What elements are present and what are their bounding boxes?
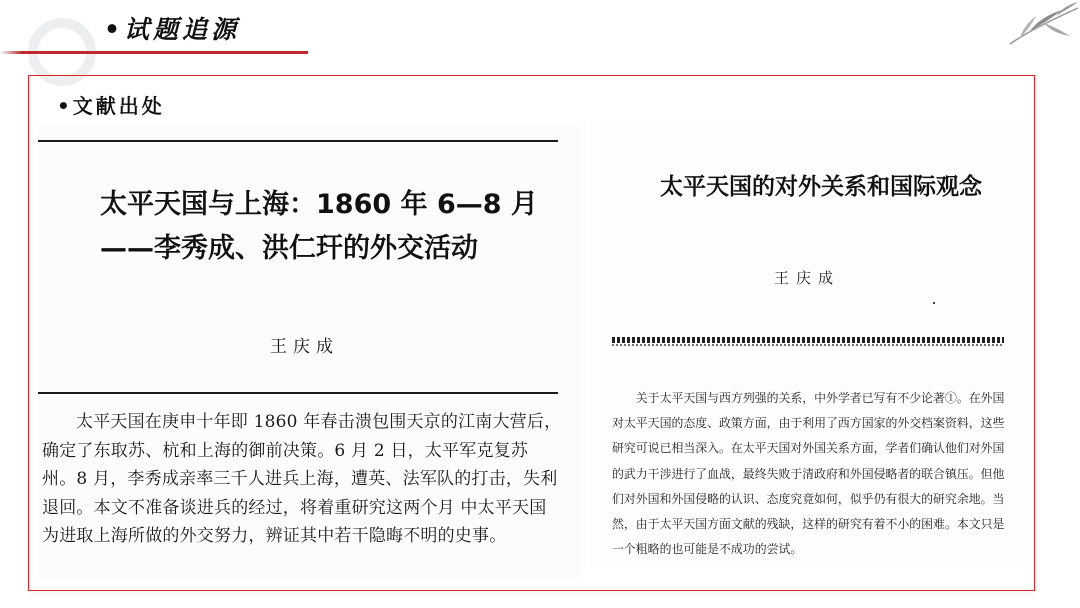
- document-dotted-rule-thin: [612, 344, 1004, 346]
- document-top-rule: [38, 140, 558, 142]
- section-subheading: •文献出处: [57, 94, 165, 118]
- abstract-paragraph: 太平天国在庚申十年即 1860 年春击溃包围天京的江南大营后，确定了东取苏、杭和上海的御前决策。6 月 2 日，太平军克复苏州。8 月，李秀成亲率三千人进兵上海，遭英、法军队的打击，失利退回。本文不准备谈进兵的经过，将着重研究这两个月 中太平天国为进取上海所做的外交努力，辨证其中若干隐晦不明的史事。: [42, 412, 562, 546]
- document-author: 王庆成: [774, 269, 841, 287]
- title-underline: [22, 51, 308, 54]
- title-underline-fade: [0, 51, 22, 54]
- bamboo-leaves-icon: [1000, 0, 1080, 60]
- document-dotted-rule: [612, 337, 1004, 343]
- document-scan-left: [38, 124, 583, 579]
- body-paragraph: 关于太平天国与西方列强的关系，中外学者已写有不少论著①。在外国对太平天国的态度、政策方面，由于利用了西方国家的外交档案资料，这些研究可说已相当深入。在太平天国对外国关系方面，学者们确认他们对外国的武力干涉进行了血战，最终失败于清政府和外国侵略者的联合镇压。但他们对外国和外国侵略的认识、态度究竟如何，似乎仍有很大的研究余地。当然，由于太平天国方面文献的残缺，这样的研究有着不小的困难。本文只是一个粗略的也可能是不成功的尝试。: [612, 391, 1005, 557]
- document-divider-rule: [38, 392, 558, 394]
- document-body: [612, 386, 1008, 562]
- document-title: 太平天国的对外关系和国际观念: [660, 174, 982, 200]
- document-title-line2: ——李秀成、洪仁玕的外交活动: [100, 233, 478, 264]
- document-title-line1: 太平天国与上海：1860 年 6—8 月: [100, 189, 538, 220]
- document-scan-right: [590, 120, 1028, 568]
- slide-title: •试题追源: [104, 15, 240, 44]
- document-abstract: [42, 408, 562, 551]
- scan-speck: [933, 302, 935, 304]
- frame-shadow: [28, 590, 1035, 598]
- document-author: 王庆成: [270, 337, 339, 357]
